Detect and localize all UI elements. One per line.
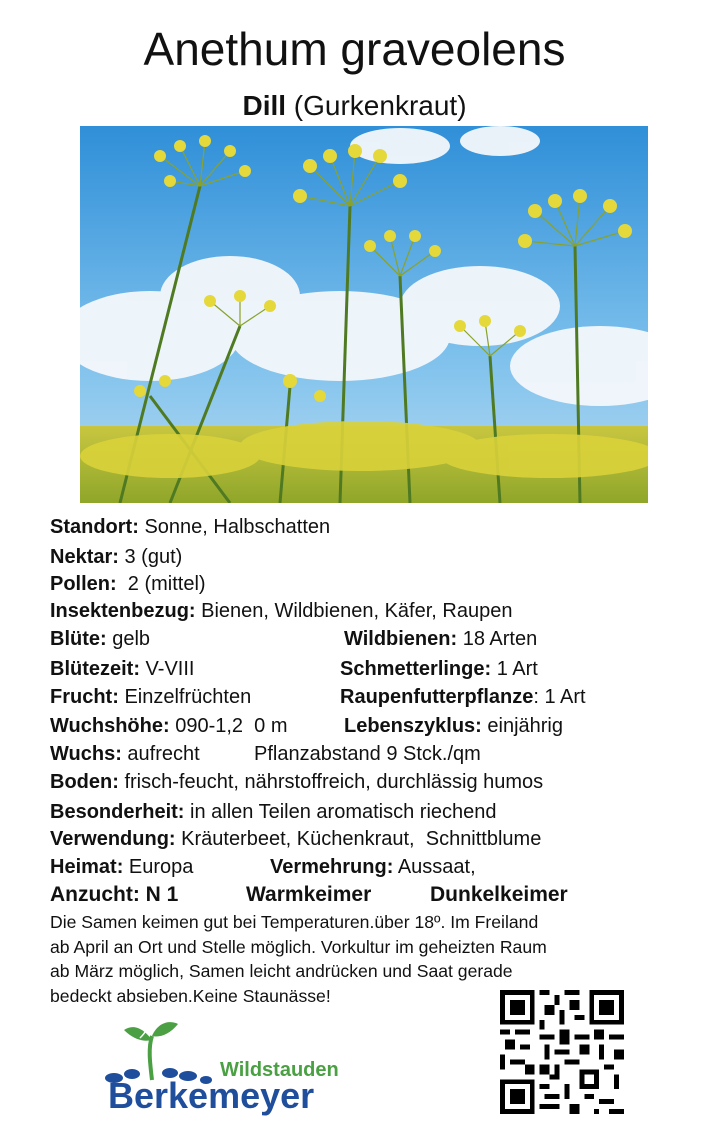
fact-frucht: Frucht: Einzelfrüchten (50, 686, 252, 708)
fact-wuchshoehe: Wuchshöhe: 090-1,2 0 m (50, 715, 288, 737)
fact-lebenszyklus: Lebenszyklus: einjährig (344, 715, 563, 737)
fact-bluetezeit: Blütezeit: V-VIII (50, 658, 195, 680)
fact-wuchs: Wuchs: aufrecht (50, 743, 200, 765)
fact-boden: Boden: frisch-feucht, nährstoffreich, durchlässig humos (50, 771, 544, 793)
fact-anzucht: Anzucht: N 1 (50, 883, 179, 906)
description-line: ab März möglich, Samen leicht andrücken und Saat gerade (50, 961, 513, 981)
fact-schmetterlinge: Schmetterlinge: 1 Art (340, 658, 538, 680)
fact-pflanzabstand: Pflanzabstand 9 Stck./qm (254, 743, 481, 765)
description-line: bedeckt absieben.Keine Staunässe! (50, 985, 331, 1006)
berkemeyer-logo (102, 1018, 362, 1118)
fact-besonderheit: Besonderheit: in allen Teilen aromatisch riechend (50, 801, 497, 823)
plant-common-name (0, 88, 709, 124)
description-line: Die Samen keimen gut bei Temperaturen.über 18º. Im Freiland (50, 912, 539, 932)
fact-nektar: Nektar: 3 (gut) (50, 546, 183, 568)
plant-photo (80, 126, 648, 503)
qr-code[interactable] (500, 990, 624, 1114)
fact-vermehrung: Vermehrung: Aussaat, (270, 856, 476, 878)
fact-warmkeimer: Warmkeimer (246, 883, 372, 906)
common-name-bold: Dill (242, 90, 287, 121)
fact-wildbienen: Wildbienen: 18 Arten (344, 628, 538, 650)
fact-insektenbezug: Insektenbezug: Bienen, Wildbienen, Käfer, Raupen (50, 600, 513, 622)
fact-verwendung: Verwendung: Kräuterbeet, Küchenkraut, Schnittblume (50, 828, 542, 850)
fact-bluete: Blüte: gelb (50, 628, 151, 650)
logo-line1: Wildstauden (220, 1059, 339, 1081)
fact-raupenfutterpflanze: Raupenfutterpflanze: 1 Art (340, 686, 586, 708)
fact-standort: Standort: Sonne, Halbschatten (50, 516, 331, 538)
fact-dunkelkeimer: Dunkelkeimer (430, 883, 568, 906)
plant-latin-name: Anethum graveolens (143, 23, 566, 75)
description-line: ab April an Ort und Stelle möglich. Vorkultur im geheizten Raum (50, 936, 547, 957)
common-name-rest: (Gurkenkraut) (286, 90, 467, 121)
logo-line2: Berkemeyer (108, 1075, 315, 1116)
fact-pollen: Pollen: 2 (mittel) (50, 573, 206, 595)
fact-heimat: Heimat: Europa (50, 856, 194, 878)
